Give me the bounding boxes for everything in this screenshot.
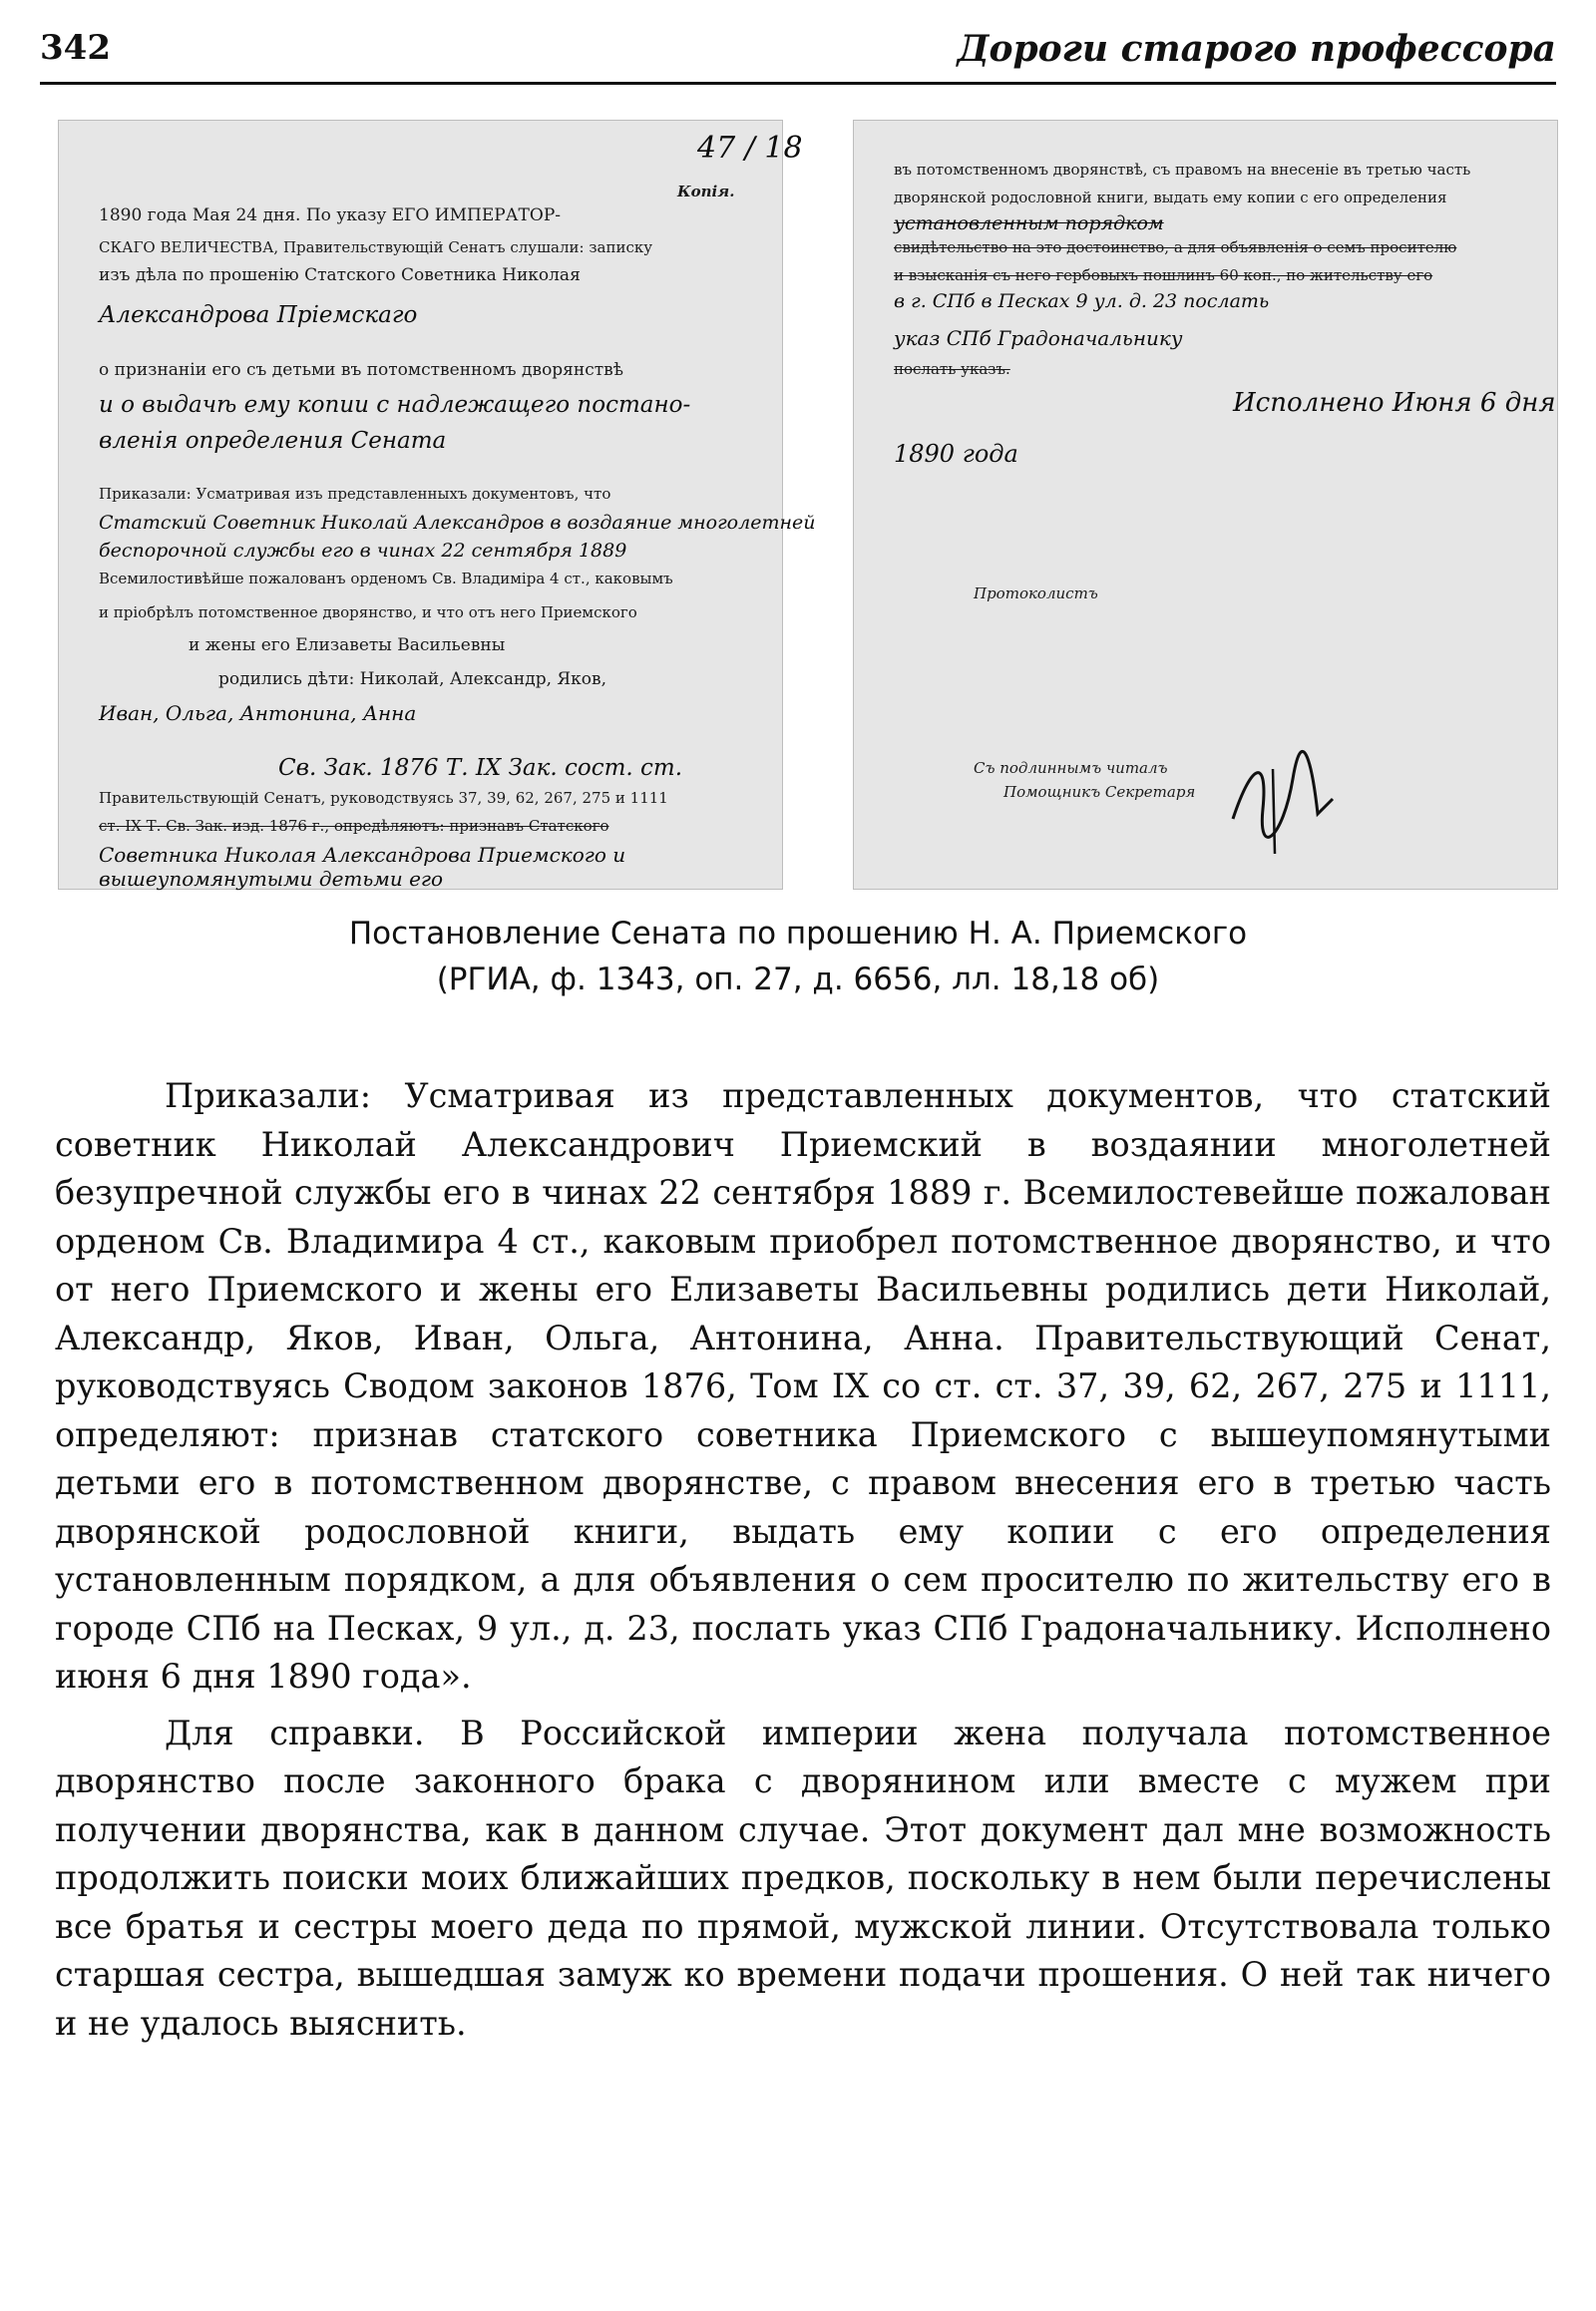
doc-line: въ потомственномъ дворянствѣ, съ правомъ на внесеніе въ третью часть — [894, 161, 1471, 179]
doc-line: о признаніи его съ детьми въ потомственномъ дворянствѣ — [99, 360, 623, 380]
doc-line: и пріобрѣлъ потомственное дворянство, и что отъ него Приемского — [99, 603, 637, 621]
doc-line: Всемилостивѣйше пожалованъ орденомъ Св. Владиміра 4 ст., каковымъ — [99, 570, 673, 587]
doc-line: и жены его Елизаветы Васильевны — [189, 635, 506, 655]
doc-line: родились дѣти: Николай, Александр, Яков, — [218, 669, 606, 689]
doc-line: вленія определения Сената — [99, 428, 447, 454]
doc-line: Помощникъ Секретаря — [1003, 783, 1196, 801]
doc-line: беспорочной службы его в чинах 22 сентября 1889 — [99, 540, 627, 562]
doc-line: СКАГО ВЕЛИЧЕСТВА, Правительствующій Сенатъ слушали: записку — [99, 238, 653, 256]
page-header — [40, 22, 1556, 85]
doc-line: Протоколистъ — [974, 584, 1098, 602]
doc-line: Съ подлиннымъ читалъ — [974, 759, 1168, 777]
figure-caption-title: Постановление Сената по прошению Н. А. Приемского — [348, 916, 1248, 952]
doc-line: 1890 года — [894, 440, 1018, 468]
doc-line: Приказали: Усматривая изъ представленныхъ документовъ, что — [99, 485, 611, 503]
doc-line: Советника Николая Александрова Приемского и — [99, 843, 626, 867]
archival-document-image-right — [853, 120, 1558, 890]
doc-line: и о выдачѣ ему копии с надлежащего постано- — [99, 392, 691, 418]
handwritten-signature — [1223, 739, 1343, 859]
figure-caption-source: (РГИА, ф. 1343, оп. 27, д. 6656, лл. 18,18 об) — [436, 962, 1160, 997]
doc-line: в г. СПб в Песках 9 ул. д. 23 послать — [894, 290, 1270, 312]
doc-line: ст. IX Т. Св. Зак. изд. 1876 г., опредѣляютъ: признавъ Статского — [99, 817, 609, 835]
running-title: Дороги старого профессора — [957, 28, 1556, 70]
doc-line: свидѣтельство на это достоинство, а для объявленія о семъ просителю — [894, 238, 1457, 256]
doc-line: Иван, Ольга, Антонина, Анна — [99, 701, 417, 725]
paragraph: Приказали: Усматривая из представленных документов, что статский советник Николай Александрович Приемский в воздаянии многолетней безупречной службы его в чинах 22 сентября 1889 г. Всемилостевейше пожалован орденом Св. Владимира 4 ст., каковым приобрел потомственное дворянство, и что от него Приемского и жены его Елизаветы Васильевны родились дети Николай, Александр, Яков, Иван, Ольга, Антонина, Анна. Правительствующий Сенат, руководствуясь Сводом законов 1876, Том IX со ст. ст. 37, 39, 62, 267, 275 и 1111, определяют: признав статского советника Приемского с вышеупомянутыми детьми его в потомственном дворянстве, с правом внесения его в третью часть дворянской родословной книги, выдать ему копии с его определения установленным порядком, а для объявления о сем просителю по жительству его в городе СПб на Песках, 9 ул., д. 23, послать указ СПб Градоначальнику. Исполнено июня 6 дня 1890 года». — [55, 1076, 1551, 1696]
doc-line: Св. Зак. 1876 Т. IX Зак. сост. ст. — [278, 755, 683, 781]
doc-line: 1890 года Мая 24 дня. По указу ЕГО ИМПЕРАТОР- — [99, 205, 562, 225]
doc-line: Александрова Пріемскаго — [99, 302, 418, 328]
doc-line: послать указъ. — [894, 360, 1010, 378]
doc-line: вышеупомянутыми детьми его — [99, 867, 444, 891]
copy-label: Копія. — [677, 183, 735, 200]
doc-line: Исполнено Июня 6 дня — [1233, 388, 1556, 418]
doc-line: изъ дѣла по прошенію Статского Советника Николая — [99, 265, 581, 285]
doc-line: Статский Советник Николай Александров в воздаяние многолетней — [99, 512, 816, 534]
page-number: 342 — [40, 28, 111, 68]
doc-line: Правительствующій Сенатъ, руководствуясь 37, 39, 62, 267, 275 и 1111 — [99, 789, 668, 807]
doc-line: установленным порядком — [894, 212, 1164, 234]
doc-line: указ СПб Градоначальнику — [894, 326, 1183, 350]
paragraph: Для справки. В Российской империи жена получала потомственное дворянство после законного брака с дворянином или вместе с мужем при получении дворянства, как в данном случае. Этот документ дал мне возможность продолжить поиски моих ближайших предков, поскольку в нем были перечислены все братья и сестры моего деда по прямой, мужской линии. Отсутствовала только старшая сестра, вышедшая замуж ко времени подачи прошения. О ней так ничего и не удалось выяснить. — [55, 1713, 1551, 2043]
archive-folio-mark: 47 / 18 — [697, 131, 803, 166]
doc-line: дворянской родословной книги, выдать ему копии с его определения — [894, 189, 1447, 206]
body-text — [55, 1072, 1551, 2056]
doc-line: и взысканія съ него гербовыхъ пошлинъ 60 коп., по жительству его — [894, 266, 1433, 284]
archival-document-image-left — [58, 120, 816, 891]
